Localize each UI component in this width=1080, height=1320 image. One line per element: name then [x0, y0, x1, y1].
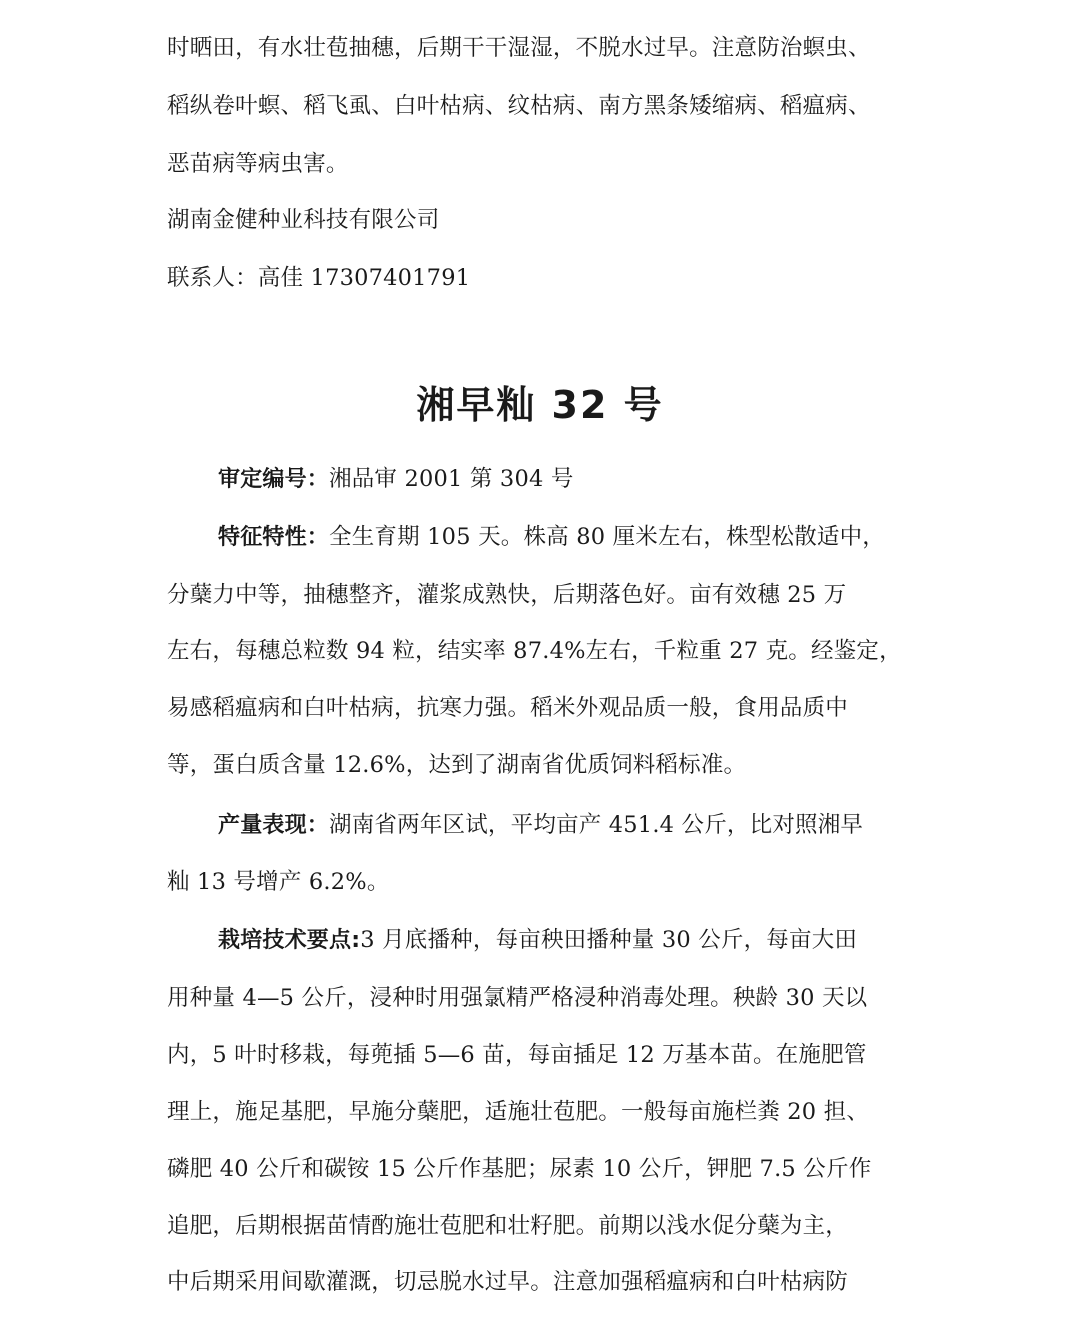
paragraph-line: 籼 13 号增产 6.2%。 [167, 869, 390, 895]
approval-label: 审定编号： [218, 467, 330, 492]
approval-value: 湘品审 2001 第 304 号 [329, 466, 574, 492]
paragraph-line: 易感稻瘟病和白叶枯病，抗寒力强。稻米外观品质一般，食用品质中 [167, 695, 849, 721]
paragraph-line: 分蘖力中等，抽穗整齐，灌浆成熟快，后期落色好。亩有效穗 25 万 [167, 582, 847, 608]
paragraph-line: 追肥，后期根据苗情酌施壮苞肥和壮籽肥。前期以浅水促分蘖为主， [167, 1213, 849, 1239]
yield-first-line [218, 810, 928, 841]
features-label: 特征特性： [218, 525, 330, 550]
cultivation-text: 3 月底播种，每亩秧田播种量 30 公斤，每亩大田 [360, 927, 858, 953]
paragraph-line: 等，蛋白质含量 12.6%，达到了湖南省优质饲料稻标准。 [167, 752, 747, 778]
cultivation-label: 栽培技术要点: [218, 928, 361, 953]
paragraph-line: 用种量 4—5 公斤，浸种时用强氯精严格浸种消毒处理。秧龄 30 天以 [167, 985, 868, 1011]
yield-label: 产量表现： [218, 813, 330, 838]
approval-line [218, 464, 928, 495]
paragraph-line: 中后期采用间歇灌溉，切忌脱水过早。注意加强稻瘟病和白叶枯病防 [167, 1269, 849, 1295]
paragraph-line: 时晒田，有水壮苞抽穗，后期干干湿湿，不脱水过早。注意防治螟虫、 [167, 35, 871, 61]
paragraph-line: 稻纵卷叶螟、稻飞虱、白叶枯病、纹枯病、南方黑条矮缩病、稻瘟病、 [167, 93, 871, 119]
yield-text: 湖南省两年区试，平均亩产 451.4 公斤，比对照湘早 [329, 812, 864, 838]
variety-title: 湘早籼 32 号 [416, 383, 664, 427]
cultivation-first-line [218, 925, 928, 956]
paragraph-line: 左右，每穗总粒数 94 粒，结实率 87.4%左右，千粒重 27 克。经鉴定， [167, 638, 902, 664]
paragraph-line: 理上，施足基肥，早施分蘖肥，适施壮苞肥。一般每亩施栏粪 20 担、 [167, 1099, 870, 1125]
contact-info: 联系人：高佳 17307401791 [167, 265, 471, 291]
company-name: 湖南金健种业科技有限公司 [167, 207, 440, 233]
paragraph-line: 恶苗病等病虫害。 [167, 151, 349, 177]
paragraph-line: 内，5 叶时移栽，每蔸插 5—6 苗，每亩插足 12 万基本苗。在施肥管 [167, 1042, 867, 1068]
features-text: 全生育期 105 天。株高 80 厘米左右，株型松散适中， [329, 524, 886, 550]
paragraph-line: 磷肥 40 公斤和碳铵 15 公斤作基肥；尿素 10 公斤，钾肥 7.5 公斤作 [167, 1156, 872, 1182]
features-first-line [218, 522, 928, 553]
